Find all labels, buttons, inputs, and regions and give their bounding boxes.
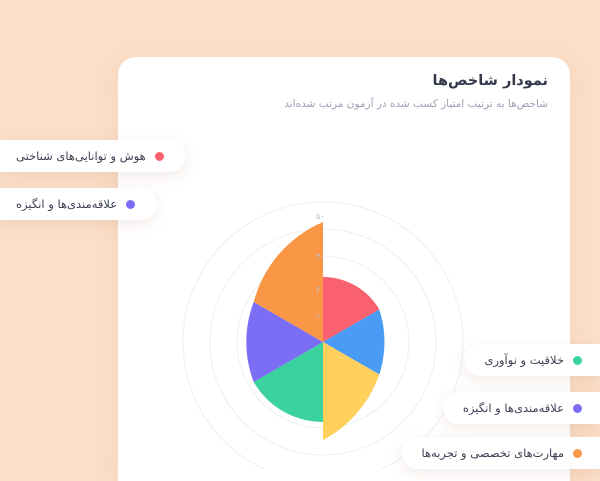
legend-item-label: علاقه‌مندی‌ها و انگیزه xyxy=(462,401,564,415)
legend-item-creativity[interactable] xyxy=(464,344,600,376)
page-title: نمودار شاخص‌ها xyxy=(432,73,548,89)
legend-item-interests-left[interactable] xyxy=(0,188,157,220)
legend-item-interests-right[interactable] xyxy=(443,392,600,424)
legend-item-label: مهارت‌های تخصصی و تجربه‌ها xyxy=(421,446,564,460)
legend-item-cognitive[interactable] xyxy=(0,140,186,172)
chart-subtitle: شاخص‌ها به ترتیب امتیاز کسب شده در آزمون مرتب شده‌اند xyxy=(284,98,548,110)
legend-color-dot xyxy=(155,152,164,161)
legend-color-dot xyxy=(573,449,582,458)
legend-item-label: علاقه‌مندی‌ها و انگیزه xyxy=(16,197,118,211)
axis-tick-40: ۴۰ xyxy=(316,252,325,261)
legend-color-dot xyxy=(126,200,135,209)
axis-tick-10: ۱۰ xyxy=(316,312,325,321)
axis-tick-50: ۵۰ xyxy=(316,212,325,221)
legend-item-label: خلاقیت و نوآوری xyxy=(484,353,564,367)
legend-color-dot xyxy=(573,356,582,365)
legend-color-dot xyxy=(573,404,582,413)
legend-item-label: هوش و توانایی‌های شناختی xyxy=(16,149,146,163)
chart-header xyxy=(140,71,548,113)
axis-tick-20: ۲۰ xyxy=(316,285,325,294)
legend-item-skills[interactable] xyxy=(402,437,600,469)
